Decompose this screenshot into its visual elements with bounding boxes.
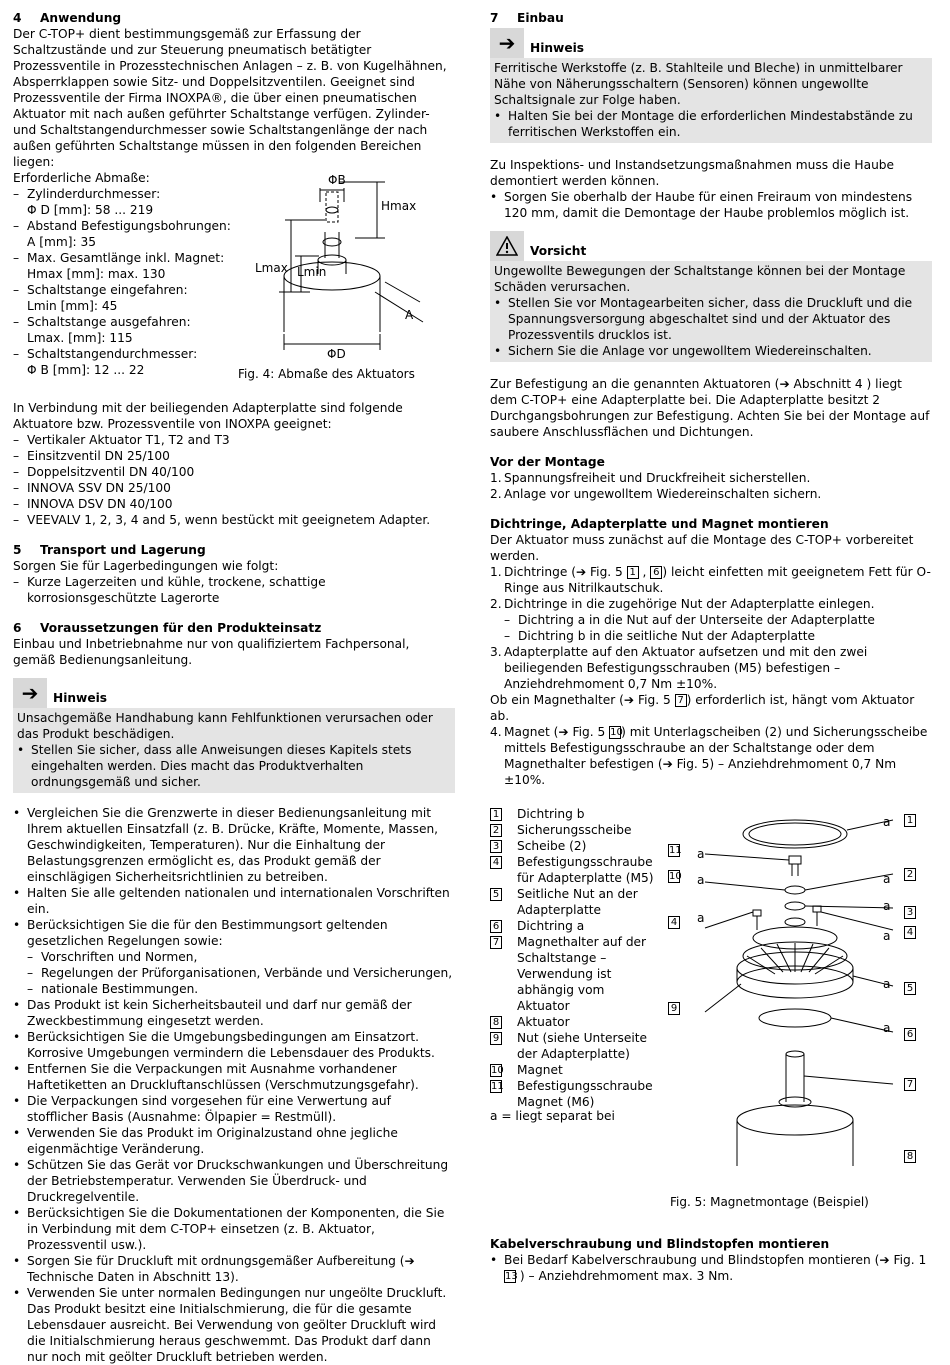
actuator-item: – Vertikaler Aktuator T1, T2 and T3 bbox=[13, 432, 455, 448]
legend-row: 8 Aktuator bbox=[490, 1014, 655, 1030]
dim-item: – Schaltstange ausgefahren: Lmax. [mm]: 115 bbox=[13, 314, 233, 346]
note-header bbox=[490, 26, 932, 58]
dim-item: – Abstand Befestigungsbohrungen: A [mm]: 35 bbox=[13, 218, 233, 250]
mount-step: 4. Magnet (➔ Fig. 5 10) mit Unterlagscheiben (2) und Sicherungsscheibe mittels Befestigungsschraube an der Schaltstange oder dem Magnethalter befestigen (➔ Fig. 5) – Anziehdrehmoment 0,7 Nm ±10%. bbox=[490, 725, 928, 787]
legend-row: 9 Nut (siehe Unterseite der Adapterplatte) bbox=[490, 1030, 655, 1062]
actuator-item: – Einsitzventil DN 25/100 bbox=[13, 448, 455, 464]
legend-row: 1 Dichtring b bbox=[490, 806, 655, 822]
bullet: • Berücksichtigen Sie die Dokumentationen der Komponenten, die Sie in Verbindung mit dem C-TOP+ einsetzen (z. B. Aktuator, Prozessventil usw.). bbox=[13, 1205, 455, 1253]
cable-heading: Kabelverschraubung und Blindstopfen montieren bbox=[490, 1237, 830, 1251]
callout-box: 7 bbox=[904, 1078, 916, 1091]
callout-box: 10 bbox=[669, 871, 682, 882]
dim-item: – Max. Gesamtlänge inkl. Magnet: Hmax [mm]: max. 130 bbox=[13, 250, 233, 282]
note-header bbox=[13, 676, 455, 708]
legend-note: a = liegt separat bei bbox=[490, 1109, 615, 1123]
actuators-intro: In Verbindung mit der beiliegenden Adapterplatte sind folgende Aktuatore bzw. Prozessventile von INOXPA geeignet: bbox=[13, 401, 403, 431]
callout-box: 9 bbox=[668, 1002, 680, 1015]
mount-heading: Dichtringe, Adapterplatte und Magnet montieren bbox=[490, 517, 829, 531]
note-label: Hinweis bbox=[530, 41, 585, 55]
inspection-text: Zu Inspektions- und Instandsetzungsmaßnahmen muss die Haube demontiert werden können. bbox=[490, 158, 895, 188]
magnet-holder-note: Ob ein Magnethalter (➔ Fig. 5 7 ) erforderlich ist, hängt vom Aktuator ab. bbox=[490, 693, 915, 723]
callout: a bbox=[697, 847, 705, 861]
callout: a bbox=[883, 1021, 891, 1035]
legend-row: 5 Seitliche Nut an der Adapterplatte bbox=[490, 886, 655, 918]
bullet: • Sorgen Sie für Druckluft mit ordnungsgemäßer Aufbereitung (➔ Technische Daten in Abschnitt 13). bbox=[13, 1253, 455, 1285]
mounting-text: Zur Befestigung an die genannten Aktuatoren (➔ Abschnitt 4 ) liegt dem C-TOP+ eine Adapterplatte bei. Die Adapterplatte besitzt 2 Durchgangsbohrungen zur Befestigung. Achten Sie bei der Montage auf saubere Anschlussflächen und Dichtungen. bbox=[490, 377, 930, 439]
fig4-label-phiB: ΦB bbox=[328, 173, 346, 187]
dims-intro: Erforderliche Abmaße: bbox=[13, 171, 150, 185]
callout-box: 1 bbox=[904, 814, 916, 827]
arrow-right-icon: ➔ bbox=[779, 377, 790, 391]
note-bullet: • Stellen Sie sicher, dass alle Anweisungen dieses Kapitels stets eingehalten werden. Dies macht das Produktverhalten ordnungsgemäß und sicher. bbox=[17, 742, 451, 790]
legend-row: 10 Magnet bbox=[491, 1063, 563, 1077]
arrow-right-icon: ➔ bbox=[13, 678, 47, 708]
caution-text: Ungewollte Bewegungen der Schaltstange können bei der Montage Schäden verursachen. bbox=[494, 264, 906, 294]
caution-bullet: • Stellen Sie vor Montagearbeiten sicher, dass die Druckluft und die Spannungsversorgung abgeschaltet sind und der Aktuator des Prozessventils drucklos ist. bbox=[494, 295, 928, 343]
bullet: • Verwenden Sie unter normalen Bedingungen nur ungeölte Druckluft. bbox=[13, 1285, 455, 1301]
note-box bbox=[490, 58, 932, 143]
fig4-label-lmin: Lmin bbox=[297, 265, 327, 279]
sub-item: – Regelungen der Prüforganisationen, Verbände und Versicherungen, bbox=[13, 965, 455, 981]
legend-row: 6 Dichtring a bbox=[490, 918, 655, 934]
arrow-right-icon: ➔ bbox=[575, 565, 587, 579]
callout-box: 3 bbox=[904, 906, 916, 919]
sub-item: – Vorschriften und Normen, bbox=[13, 949, 455, 965]
note-label: Hinweis bbox=[53, 691, 108, 705]
legend-row: 7 Magnethalter auf der Schaltstange – Verwendung ist abhängig vom Aktuator bbox=[490, 934, 655, 1014]
legend-row: 3 Scheibe (2) bbox=[490, 838, 655, 854]
storage-item: – Kurze Lagerzeiten und kühle, trockene, schattige korrosionsgeschützte Lagerorte bbox=[13, 574, 455, 606]
callout: a bbox=[883, 899, 891, 913]
bullet: • Vergleichen Sie die Grenzwerte in dieser Bedienungsanleitung mit Ihrem aktuellen Einsatzfall (z. B. Drücke, Kräfte, Momente, Massen, Geschwindigkeiten, Temperaturen). Nur die Einhaltung der Belastungsgrenzen ermöglicht es, das Produkt gemäß der einschlägigen Sicherheitsrichtlinien zu betreiben. bbox=[13, 805, 455, 885]
sub-item: – Dichtring a in die Nut auf der Unterseite der Adapterplatte bbox=[490, 612, 932, 628]
dim-item: – Schaltstangendurchmesser: Φ B [mm]: 12 ... 22 bbox=[13, 346, 233, 378]
fig4-actuator-drawing bbox=[235, 172, 435, 362]
bullet: • Das Produkt ist kein Sicherheitsbauteil und darf nur gemäß der Zweckbestimmung eingesetzt werden. bbox=[13, 997, 455, 1029]
fig5-block bbox=[490, 806, 932, 1236]
callout: a bbox=[883, 815, 891, 829]
dim-item: – Schaltstange eingefahren: Lmin [mm]: 45 bbox=[13, 282, 233, 314]
callout-box: 2 bbox=[904, 868, 916, 881]
bullet: • Bei Bedarf Kabelverschraubung und Blindstopfen montieren (➔ Fig. 1 13 ) – Anziehdrehmoment max. 3 Nm. bbox=[490, 1252, 932, 1284]
arrow-right-icon: ➔ bbox=[623, 693, 635, 707]
section-5-text: Sorgen Sie für Lagerbedingungen wie folgt: bbox=[13, 559, 279, 573]
note-box bbox=[13, 708, 455, 793]
arrow-right-icon: ➔ bbox=[490, 28, 524, 58]
bullet-continuation: Das Produkt besitzt eine Initialschmierung, die für die gesamte Lebensdauer ausreicht. Bei Verwendung von geölter Druckluft wird die Initialschmierung heraus geschwemmt. Das Produkt darf dann nur noch mit geölter Druckluft betrieben werden. bbox=[27, 1302, 436, 1364]
actuator-item: – INNOVA SSV DN 25/100 bbox=[13, 480, 455, 496]
sub-item: – nationale Bestimmungen. bbox=[13, 981, 455, 997]
bullet: • Halten Sie alle geltenden nationalen und internationalen Vorschriften ein. bbox=[13, 885, 455, 917]
section-6-heading: 6 Voraussetzungen für den Produkteinsatz bbox=[13, 621, 322, 635]
pre-mount-heading: Vor der Montage bbox=[490, 455, 605, 469]
actuator-item: – VEEVALV 1, 2, 3, 4 and 5, wenn bestückt mit geeignetem Adapter. bbox=[13, 512, 455, 528]
note-text: Unsachgemäße Handhabung kann Fehlfunktionen verursachen oder das Produkt beschädigen. bbox=[17, 711, 433, 741]
actuator-item: – INNOVA DSV DN 40/100 bbox=[13, 496, 455, 512]
dimensions-block bbox=[13, 170, 455, 400]
section-4-intro: Der C-TOP+ dient bestimmungsgemäß zur Erfassung der Schaltzustände und zur Steuerung pneumatisch betätigter Prozessventile in Prozesstechnischen Anlagen – z. B. von Kugelhähnen, Absperrklappen sowie Sitz- und Doppelsitzventilen. Geeignet sind Prozessventile der Firma INOXPA®, die über einen pneumatischen Aktuator mit nach außen geführter Schaltstange verfügen. Zylinder- und Schaltstangendurchmesser sowie Schaltstangenlänge der nach außen geführten Schaltstange müssen in den folgenden Bereichen liegen: bbox=[13, 27, 447, 169]
section-4-heading: 4 Anwendung bbox=[13, 11, 122, 25]
section-7-heading: 7 Einbau bbox=[490, 11, 564, 25]
caution-label: Vorsicht bbox=[530, 244, 587, 258]
bullet: • Berücksichtigen Sie die Umgebungsbedingungen am Einsatzort. Korrosive Umgebungen vermindern die Lebensdauer des Produkts. bbox=[13, 1029, 455, 1061]
arrow-right-icon: ➔ bbox=[404, 1254, 415, 1268]
pre-step: 1. Spannungsfreiheit und Druckfreiheit sicherstellen. bbox=[490, 471, 811, 485]
bullet: • Die Verpackungen sind vorgesehen für eine Verwertung auf stofflicher Basis (Ausnahme: Ölpapier = Restmüll). bbox=[13, 1093, 455, 1125]
pre-step: 2. Anlage vor ungewolltem Wiedereinschalten sichern. bbox=[490, 487, 822, 501]
fig4-label-a: A bbox=[405, 308, 414, 322]
callout: a bbox=[697, 911, 705, 925]
bullet: • Sorgen Sie oberhalb der Haube für einen Freiraum von mindestens 120 mm, damit die Demontage der Haube problemlos möglich ist. bbox=[490, 189, 932, 221]
bullet: • Berücksichtigen Sie die für den Bestimmungsort geltenden gesetzlichen Regelungen sowie: bbox=[13, 917, 455, 949]
actuator-item: – Doppelsitzventil DN 40/100 bbox=[13, 464, 455, 480]
callout-box: 8 bbox=[904, 1150, 916, 1163]
caution-box bbox=[490, 261, 932, 362]
warning-icon bbox=[490, 231, 524, 261]
bullet: • Verwenden Sie das Produkt im Originalzustand ohne jegliche eigenmächtige Veränderung. bbox=[13, 1125, 455, 1157]
legend-row: 4 Befestigungsschraube für Adapterplatte (M5) bbox=[490, 854, 655, 886]
caution-bullet: • Sichern Sie die Anlage vor ungewolltem Wiedereinschalten. bbox=[494, 343, 928, 359]
callout: a bbox=[883, 872, 891, 886]
arrow-right-icon: ➔ bbox=[558, 725, 569, 739]
note-bullet: • Halten Sie bei der Montage die erforderlichen Mindestabstände zu ferritischen Werkstoffen ein. bbox=[494, 108, 928, 140]
callout: a bbox=[883, 977, 891, 991]
right-column bbox=[490, 10, 932, 1284]
callout: a bbox=[883, 929, 891, 943]
legend-row: 2 Sicherungsscheibe bbox=[490, 822, 655, 838]
callout-box: 4 bbox=[668, 916, 680, 929]
arrow-right-icon: ➔ bbox=[879, 1253, 890, 1267]
arrow-right-icon: ➔ bbox=[662, 757, 673, 771]
fig5-caption: Fig. 5: Magnetmontage (Beispiel) bbox=[670, 1195, 869, 1209]
dim-item: – Zylinderdurchmesser: Φ D [mm]: 58 ... 219 bbox=[13, 186, 233, 218]
caution-header bbox=[490, 229, 932, 261]
sub-item: – Dichtring b in die seitliche Nut der Adapterplatte bbox=[490, 628, 932, 644]
callout-box: 4 bbox=[904, 926, 916, 939]
bullet: • Entfernen Sie die Verpackungen mit Ausnahme vorhandener Haftetiketten an Druckluftanschlüssen (Verschmutzungsgefahr). bbox=[13, 1061, 455, 1093]
fig4-caption: Fig. 4: Abmaße des Aktuators bbox=[238, 367, 415, 381]
legend-row: 11 Befestigungsschraube Magnet (M6) bbox=[491, 1079, 653, 1109]
left-column bbox=[13, 10, 455, 1365]
fig4-label-lmax: Lmax bbox=[255, 261, 288, 275]
mount-step: 1. Dichtringe (➔ Fig. 5 1 , 6 ) leicht einfetten mit geeignetem Fett für O-Ringe aus Nitrilkautschuk. bbox=[490, 565, 931, 595]
mount-intro: Der Aktuator muss zunächst auf die Montage des C-TOP+ vorbereitet werden. bbox=[490, 533, 914, 563]
fig5-legend bbox=[490, 806, 655, 1110]
callout: a bbox=[697, 873, 705, 887]
mount-step: 3. Adapterplatte auf den Aktuator aufsetzen und mit den zwei beiliegenden Befestigungsschrauben (M5) befestigen – Anziehdrehmoment 0,7 Nm ±10%. bbox=[490, 645, 868, 691]
callout-box: 6 bbox=[904, 1028, 916, 1041]
bullet: • Schützen Sie das Gerät vor Druckschwankungen und Überschreitung der Betriebstemperatur. Verwenden Sie Überdruck- und Druckregelventile. bbox=[13, 1157, 455, 1205]
callout-box: 5 bbox=[904, 982, 916, 995]
fig4-label-phiD: ΦD bbox=[327, 347, 346, 361]
note-text: Ferritische Werkstoffe (z. B. Stahlteile und Bleche) in unmittelbarer Nähe von Näherungsschaltern (Sensoren) können ungewollte Schaltsignale zur Folge haben. bbox=[494, 61, 903, 107]
section-5-heading: 5 Transport und Lagerung bbox=[13, 543, 206, 557]
callout-box: 11 bbox=[669, 845, 682, 856]
section-6-text: Einbau und Inbetriebnahme nur von qualifiziertem Fachpersonal, gemäß Bedienungsanleitung. bbox=[13, 637, 410, 667]
mount-step: 2. Dichtringe in die zugehörige Nut der Adapterplatte einlegen. bbox=[490, 597, 875, 611]
fig4-label-hmax: Hmax bbox=[381, 199, 417, 213]
